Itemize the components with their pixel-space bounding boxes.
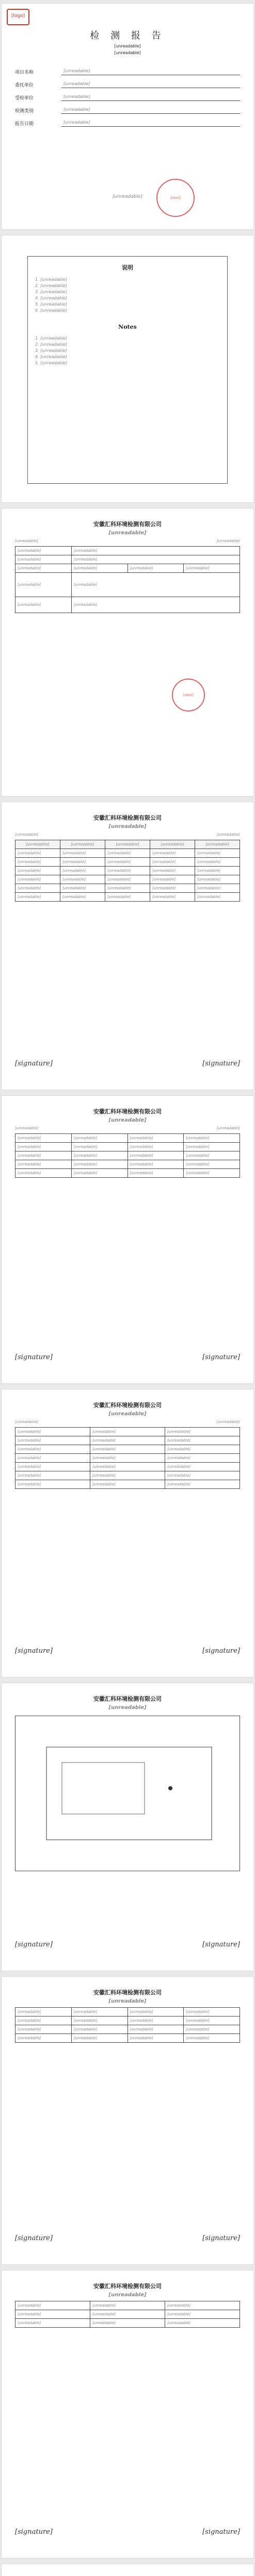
table-cell: [unreadable] bbox=[60, 884, 105, 893]
table-row bbox=[15, 2301, 240, 2310]
page-title: [unreadable] bbox=[108, 824, 147, 829]
table-cell: [unreadable] bbox=[15, 1454, 90, 1463]
meta-line: [unreadable] [unreadable] bbox=[15, 539, 240, 543]
table-cell: [unreadable] bbox=[15, 1445, 90, 1454]
page-title: [unreadable] bbox=[108, 1998, 147, 2004]
table-cell: [unreadable] bbox=[71, 2025, 128, 2034]
signature: [signature] bbox=[15, 2234, 53, 2242]
table-cell: [unreadable] bbox=[195, 858, 240, 867]
signature: [signature] bbox=[202, 1647, 240, 1655]
table-cell: [unreadable] bbox=[15, 858, 60, 867]
table-cell: [unreadable] bbox=[128, 2008, 184, 2016]
page-title: [unreadable] bbox=[108, 1705, 147, 1710]
table-cell: [unreadable] bbox=[195, 893, 240, 902]
table-cell: [unreadable] bbox=[184, 1169, 240, 1178]
table-cell: [unreadable] bbox=[71, 1169, 128, 1178]
table-cell: [unreadable] bbox=[195, 875, 240, 884]
table-row bbox=[15, 867, 240, 875]
table-cell: [unreadable] bbox=[71, 2016, 128, 2025]
notes-item: 3. [unreadable] bbox=[35, 289, 67, 294]
sampling-point-marker bbox=[168, 1786, 172, 1790]
cover-field: 委托单位 [unreadable] bbox=[15, 81, 240, 88]
table-row bbox=[15, 1463, 240, 1471]
cover-field: 检测类别 [unreadable] bbox=[15, 107, 240, 114]
table-cell: [unreadable] bbox=[105, 867, 150, 875]
info-table bbox=[15, 546, 240, 613]
table-cell: [unreadable] bbox=[15, 573, 72, 597]
results-page-6 bbox=[1, 2564, 254, 2576]
org-header: 安徽汇科环境检测有限公司 bbox=[93, 1108, 162, 1115]
table-cell: [unreadable] bbox=[165, 1480, 240, 1489]
results-page-2 bbox=[1, 1095, 254, 1384]
page-title: [unreadable] bbox=[108, 1411, 147, 1417]
official-seal: [seal] bbox=[156, 179, 195, 217]
table-cell: [unreadable] bbox=[150, 875, 195, 884]
column-header: [unreadable] bbox=[150, 840, 195, 849]
results-table bbox=[15, 2007, 240, 2043]
notes-item-en: 1. [unreadable] bbox=[35, 336, 67, 341]
table-cell: [unreadable] bbox=[71, 555, 240, 564]
table-cell: [unreadable] bbox=[150, 867, 195, 875]
meta-line: [unreadable] [unreadable] bbox=[15, 833, 240, 837]
table-cell: [unreadable] bbox=[15, 1480, 90, 1489]
table-cell: [unreadable] bbox=[90, 2310, 165, 2319]
table-cell: [unreadable] bbox=[90, 1454, 165, 1463]
signature-row bbox=[15, 1941, 240, 1948]
column-header: [unreadable] bbox=[105, 840, 150, 849]
table-cell: [unreadable] bbox=[15, 2034, 72, 2043]
company-logo: [logo] bbox=[7, 9, 29, 25]
table-cell: [unreadable] bbox=[165, 1436, 240, 1445]
table-row bbox=[15, 1428, 240, 1436]
table-cell: [unreadable] bbox=[184, 564, 240, 573]
table-row bbox=[15, 1454, 240, 1463]
table-cell: [unreadable] bbox=[105, 875, 150, 884]
signature-row bbox=[15, 2234, 240, 2242]
cover-page bbox=[1, 3, 254, 230]
table-cell: [unreadable] bbox=[184, 1143, 240, 1151]
signature: [signature] bbox=[15, 1060, 53, 1067]
table-cell: [unreadable] bbox=[60, 875, 105, 884]
signature-row bbox=[15, 1353, 240, 1361]
table-row bbox=[15, 858, 240, 867]
notes-item: 2. [unreadable] bbox=[35, 283, 67, 288]
notes-item: 6. [unreadable] bbox=[35, 308, 67, 313]
table-cell: [unreadable] bbox=[15, 1134, 72, 1143]
table-cell: [unreadable] bbox=[90, 1445, 165, 1454]
site-plan-drawing bbox=[15, 1716, 240, 1871]
signature: [signature] bbox=[202, 2234, 240, 2242]
org-header: 安徽汇科环境检测有限公司 bbox=[93, 1696, 162, 1702]
page-title: [unreadable] bbox=[108, 530, 147, 536]
table-cell: [unreadable] bbox=[90, 1436, 165, 1445]
notes-item: 1. [unreadable] bbox=[35, 277, 67, 282]
table-cell: [unreadable] bbox=[105, 858, 150, 867]
table-cell: [unreadable] bbox=[15, 1471, 90, 1480]
table-cell: [unreadable] bbox=[60, 867, 105, 875]
table-cell: [unreadable] bbox=[165, 2310, 240, 2319]
report-number: [unreadable] bbox=[114, 50, 141, 55]
notes-item: 5. [unreadable] bbox=[35, 301, 67, 307]
table-cell: [unreadable] bbox=[90, 1471, 165, 1480]
cover-title: 检 测 报 告 bbox=[90, 30, 165, 41]
table-cell: [unreadable] bbox=[184, 1134, 240, 1143]
results-table bbox=[15, 1427, 240, 1489]
signature: [signature] bbox=[202, 2528, 240, 2536]
notes-item-en: 5. [unreadable] bbox=[35, 361, 67, 365]
table-cell: [unreadable] bbox=[105, 884, 150, 893]
table-cell: [unreadable] bbox=[15, 1169, 72, 1178]
table-row bbox=[15, 1134, 240, 1143]
site-boundary bbox=[46, 1747, 212, 1840]
table-cell: [unreadable] bbox=[90, 2319, 165, 2328]
table-cell: [unreadable] bbox=[71, 2008, 128, 2016]
signature: [signature] bbox=[15, 2528, 53, 2536]
table-row bbox=[15, 849, 240, 858]
summary-page bbox=[1, 508, 254, 796]
table-cell: [unreadable] bbox=[150, 884, 195, 893]
column-header: [unreadable] bbox=[15, 840, 60, 849]
table-cell: [unreadable] bbox=[60, 893, 105, 902]
table-cell: [unreadable] bbox=[165, 2319, 240, 2328]
page-title: [unreadable] bbox=[108, 2292, 147, 2298]
table-row bbox=[15, 1471, 240, 1480]
table-cell: [unreadable] bbox=[15, 564, 72, 573]
table-cell: [unreadable] bbox=[128, 1134, 184, 1143]
table-row bbox=[15, 884, 240, 893]
table-cell: [unreadable] bbox=[165, 1445, 240, 1454]
table-cell: [unreadable] bbox=[15, 875, 60, 884]
official-seal: [seal] bbox=[172, 679, 205, 711]
table-cell: [unreadable] bbox=[15, 547, 72, 555]
table-cell: [unreadable] bbox=[195, 849, 240, 858]
results-page-1 bbox=[1, 802, 254, 1090]
table-cell: [unreadable] bbox=[128, 1160, 184, 1169]
table-cell: [unreadable] bbox=[71, 573, 240, 597]
table-cell: [unreadable] bbox=[15, 1143, 72, 1151]
table-cell: [unreadable] bbox=[71, 1151, 128, 1160]
diagram-page-1 bbox=[1, 1683, 254, 1971]
notes-heading: 说明 bbox=[122, 264, 133, 271]
table-cell: [unreadable] bbox=[165, 1463, 240, 1471]
table-cell: [unreadable] bbox=[71, 1134, 128, 1143]
table-cell: [unreadable] bbox=[150, 849, 195, 858]
notes-heading-en: Notes bbox=[118, 323, 137, 330]
table-cell: [unreadable] bbox=[15, 555, 72, 564]
table-cell: [unreadable] bbox=[15, 884, 60, 893]
cover-field: 受检单位 [unreadable] bbox=[15, 94, 240, 101]
table-row bbox=[15, 2034, 240, 2043]
signature-row bbox=[15, 1647, 240, 1655]
org-header: 安徽汇科环境检测有限公司 bbox=[93, 2283, 162, 2290]
table-row bbox=[15, 1160, 240, 1169]
signature-row bbox=[15, 1060, 240, 1067]
table-cell: [unreadable] bbox=[15, 2025, 72, 2034]
table-cell: [unreadable] bbox=[15, 2310, 90, 2319]
table-cell: [unreadable] bbox=[90, 1480, 165, 1489]
notes-item-en: 3. [unreadable] bbox=[35, 348, 67, 353]
table-row bbox=[15, 893, 240, 902]
table-cell: [unreadable] bbox=[105, 849, 150, 858]
table-row bbox=[15, 875, 240, 884]
table-cell: [unreadable] bbox=[184, 1160, 240, 1169]
org-header: 安徽汇科环境检测有限公司 bbox=[93, 815, 162, 821]
table-cell: [unreadable] bbox=[105, 893, 150, 902]
table-row bbox=[15, 1436, 240, 1445]
table-cell: [unreadable] bbox=[165, 1454, 240, 1463]
table-cell: [unreadable] bbox=[71, 597, 240, 613]
table-cell: [unreadable] bbox=[15, 867, 60, 875]
results-table bbox=[15, 1133, 240, 1178]
table-cell: [unreadable] bbox=[15, 2319, 90, 2328]
table-cell: [unreadable] bbox=[165, 2301, 240, 2310]
table-cell: [unreadable] bbox=[128, 564, 184, 573]
table-cell: [unreadable] bbox=[128, 1143, 184, 1151]
column-header: [unreadable] bbox=[60, 840, 105, 849]
table-cell: [unreadable] bbox=[184, 2016, 240, 2025]
table-cell: [unreadable] bbox=[60, 858, 105, 867]
table-cell: [unreadable] bbox=[90, 1463, 165, 1471]
table-row bbox=[15, 1143, 240, 1151]
table-cell: [unreadable] bbox=[71, 1160, 128, 1169]
signature: [signature] bbox=[202, 1060, 240, 1067]
table-cell: [unreadable] bbox=[15, 1160, 72, 1169]
table-cell: [unreadable] bbox=[15, 1436, 90, 1445]
table-cell: [unreadable] bbox=[128, 2016, 184, 2025]
results-table bbox=[15, 2301, 240, 2328]
table-cell: [unreadable] bbox=[90, 2301, 165, 2310]
meta-line: [unreadable] [unreadable] bbox=[15, 1420, 240, 1424]
notes-item-en: 4. [unreadable] bbox=[35, 354, 67, 359]
table-cell: [unreadable] bbox=[15, 1463, 90, 1471]
table-cell: [unreadable] bbox=[184, 1151, 240, 1160]
signature: [signature] bbox=[15, 1941, 53, 1948]
org-header: 安徽汇科环境检测有限公司 bbox=[93, 1402, 162, 1409]
table-row bbox=[15, 2016, 240, 2025]
cover-field: 项目名称 [unreadable] bbox=[15, 69, 240, 75]
results-page-4 bbox=[1, 1976, 254, 2265]
table-cell: [unreadable] bbox=[15, 1428, 90, 1436]
table-cell: [unreadable] bbox=[195, 867, 240, 875]
table-cell: [unreadable] bbox=[15, 2008, 72, 2016]
page-title: [unreadable] bbox=[108, 1117, 147, 1123]
signature: [signature] bbox=[15, 1647, 53, 1655]
table-cell: [unreadable] bbox=[128, 2025, 184, 2034]
table-cell: [unreadable] bbox=[15, 2301, 90, 2310]
table-cell: [unreadable] bbox=[71, 2034, 128, 2043]
cover-field: 报告日期 [unreadable] bbox=[15, 120, 240, 127]
table-cell: [unreadable] bbox=[184, 2025, 240, 2034]
table-cell: [unreadable] bbox=[150, 893, 195, 902]
table-cell: [unreadable] bbox=[150, 858, 195, 867]
table-row bbox=[15, 2319, 240, 2328]
table-cell: [unreadable] bbox=[165, 1471, 240, 1480]
table-cell: [unreadable] bbox=[128, 1151, 184, 1160]
cover-fields bbox=[15, 69, 240, 127]
table-cell: [unreadable] bbox=[15, 1151, 72, 1160]
results-page-3 bbox=[1, 1389, 254, 1677]
table-cell: [unreadable] bbox=[60, 849, 105, 858]
org-header: 安徽汇科环境检测有限公司 bbox=[93, 521, 162, 528]
table-cell: [unreadable] bbox=[15, 849, 60, 858]
table-row bbox=[15, 2025, 240, 2034]
notes-item-en: 2. [unreadable] bbox=[35, 342, 67, 347]
cover-subtitle: [unreadable] bbox=[114, 44, 141, 48]
results-table bbox=[15, 840, 240, 902]
site-diagram bbox=[15, 1716, 240, 1871]
table-cell: [unreadable] bbox=[15, 2016, 72, 2025]
table-cell: [unreadable] bbox=[71, 564, 128, 573]
notes-page bbox=[1, 235, 254, 503]
results-page-5 bbox=[1, 2270, 254, 2558]
table-cell: [unreadable] bbox=[15, 597, 72, 613]
signature: [signature] bbox=[15, 1353, 53, 1361]
table-row bbox=[15, 1445, 240, 1454]
signature-row bbox=[15, 2528, 240, 2536]
table-cell: [unreadable] bbox=[128, 2034, 184, 2043]
notes-box bbox=[27, 256, 228, 484]
table-cell: [unreadable] bbox=[90, 1428, 165, 1436]
table-cell: [unreadable] bbox=[71, 1143, 128, 1151]
notes-item: 4. [unreadable] bbox=[35, 295, 67, 300]
table-cell: [unreadable] bbox=[128, 1169, 184, 1178]
table-row bbox=[15, 2310, 240, 2319]
table-row bbox=[15, 1169, 240, 1178]
meta-line: [unreadable] [unreadable] bbox=[15, 1126, 240, 1130]
org-header: 安徽汇科环境检测有限公司 bbox=[93, 1989, 162, 1996]
table-cell: [unreadable] bbox=[184, 2034, 240, 2043]
table-cell: [unreadable] bbox=[165, 1428, 240, 1436]
signature: [signature] bbox=[202, 1941, 240, 1948]
table-cell: [unreadable] bbox=[15, 893, 60, 902]
table-cell: [unreadable] bbox=[195, 884, 240, 893]
table-cell: [unreadable] bbox=[71, 547, 240, 555]
table-row bbox=[15, 2008, 240, 2016]
signature: [signature] bbox=[202, 1353, 240, 1361]
table-cell: [unreadable] bbox=[184, 2008, 240, 2016]
table-row bbox=[15, 1151, 240, 1160]
table-row bbox=[15, 1480, 240, 1489]
issuer-name: [unreadable] bbox=[112, 194, 143, 199]
building-outline bbox=[62, 1762, 145, 1814]
column-header: [unreadable] bbox=[195, 840, 240, 849]
